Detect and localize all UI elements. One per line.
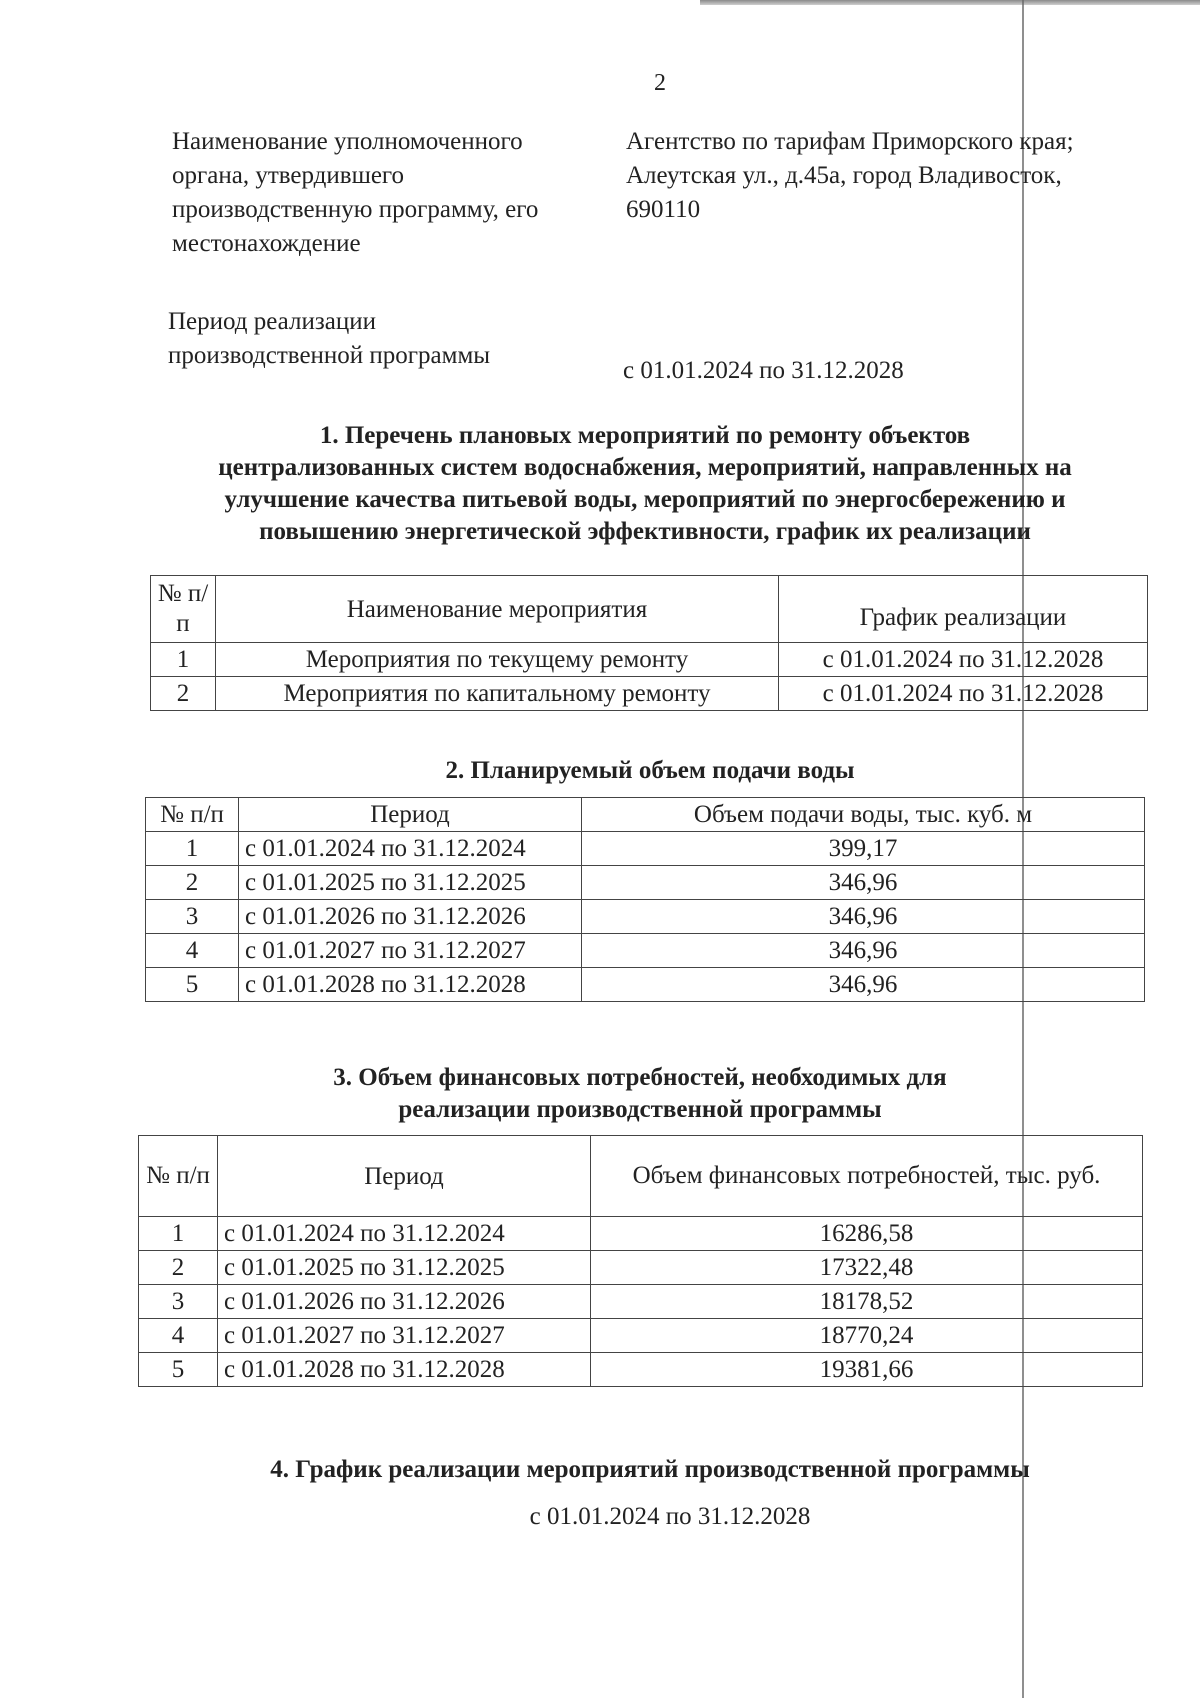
col-number-header: № п/п <box>146 798 239 832</box>
section2-title: 2. Планируемый объем подачи воды <box>445 757 855 784</box>
table-row: 3 с 01.01.2026 по 31.12.2026 346,96 <box>146 900 1145 934</box>
table-row: 2 Мероприятия по капитальному ремонту с 01.01.2024 по 31.12.2028 <box>151 677 1148 711</box>
financial-needs-table <box>138 1135 1143 1387</box>
col-period-header: Период <box>239 798 582 832</box>
table-row: 1 Мероприятия по текущему ремонту с 01.01.2024 по 31.12.2028 <box>151 643 1148 677</box>
col-period-header: Период <box>218 1136 591 1217</box>
period-value: с 01.01.2024 по 31.12.2028 <box>623 357 904 384</box>
table-header-row <box>151 576 1148 643</box>
table-row: 5 с 01.01.2028 по 31.12.2028 19381,66 <box>139 1353 1143 1387</box>
table-row: 5 с 01.01.2028 по 31.12.2028 346,96 <box>146 968 1145 1002</box>
section4-title: 4. График реализации мероприятий производственной программы <box>270 1456 1030 1483</box>
table-row: 2 с 01.01.2025 по 31.12.2025 346,96 <box>146 866 1145 900</box>
col-activity-header: Наименование мероприятия <box>216 576 779 643</box>
water-supply-table <box>145 797 1145 1002</box>
col-number-header: № п/п <box>139 1136 218 1217</box>
table-header-row <box>139 1136 1143 1217</box>
section4-period: с 01.01.2024 по 31.12.2028 <box>529 1503 811 1530</box>
table-header-row <box>146 798 1145 832</box>
table-row: 4 с 01.01.2027 по 31.12.2027 346,96 <box>146 934 1145 968</box>
period-label: Период реализации производственной программы <box>168 308 491 369</box>
col-finance-header: Объем финансовых потребностей, тыс. руб. <box>591 1136 1143 1217</box>
authority-value: Агентство по тарифам Приморского края; Алеутская ул., д.45а, город Владивосток, 690110 <box>626 128 1074 223</box>
section3-title: 3. Объем финансовых потребностей, необходимых для реализации производственной программы <box>333 1064 947 1123</box>
table-row: 1 с 01.01.2024 по 31.12.2024 16286,58 <box>139 1217 1143 1251</box>
scan-artifact-top <box>700 0 1200 5</box>
activities-table <box>150 575 1148 711</box>
table-row: 1 с 01.01.2024 по 31.12.2024 399,17 <box>146 832 1145 866</box>
section1-title: 1. Перечень плановых мероприятий по ремонту объектов централизованных систем водоснабжения, мероприятий, направленных на улучшение качества питьевой воды, мероприятий по энергосбережению и повышению энергетической эффективности, график их реализации <box>218 422 1072 545</box>
col-schedule-header: График реализации <box>779 576 1148 643</box>
table-row: 2 с 01.01.2025 по 31.12.2025 17322,48 <box>139 1251 1143 1285</box>
authority-label: Наименование уполномоченного органа, утвердившего производственную программу, его местонахождение <box>172 128 539 257</box>
page-number: 2 <box>654 70 666 96</box>
table-row: 4 с 01.01.2027 по 31.12.2027 18770,24 <box>139 1319 1143 1353</box>
col-number-header: № п/п <box>151 576 216 643</box>
table-row: 3 с 01.01.2026 по 31.12.2026 18178,52 <box>139 1285 1143 1319</box>
col-volume-header: Объем подачи воды, тыс. куб. м <box>582 798 1145 832</box>
